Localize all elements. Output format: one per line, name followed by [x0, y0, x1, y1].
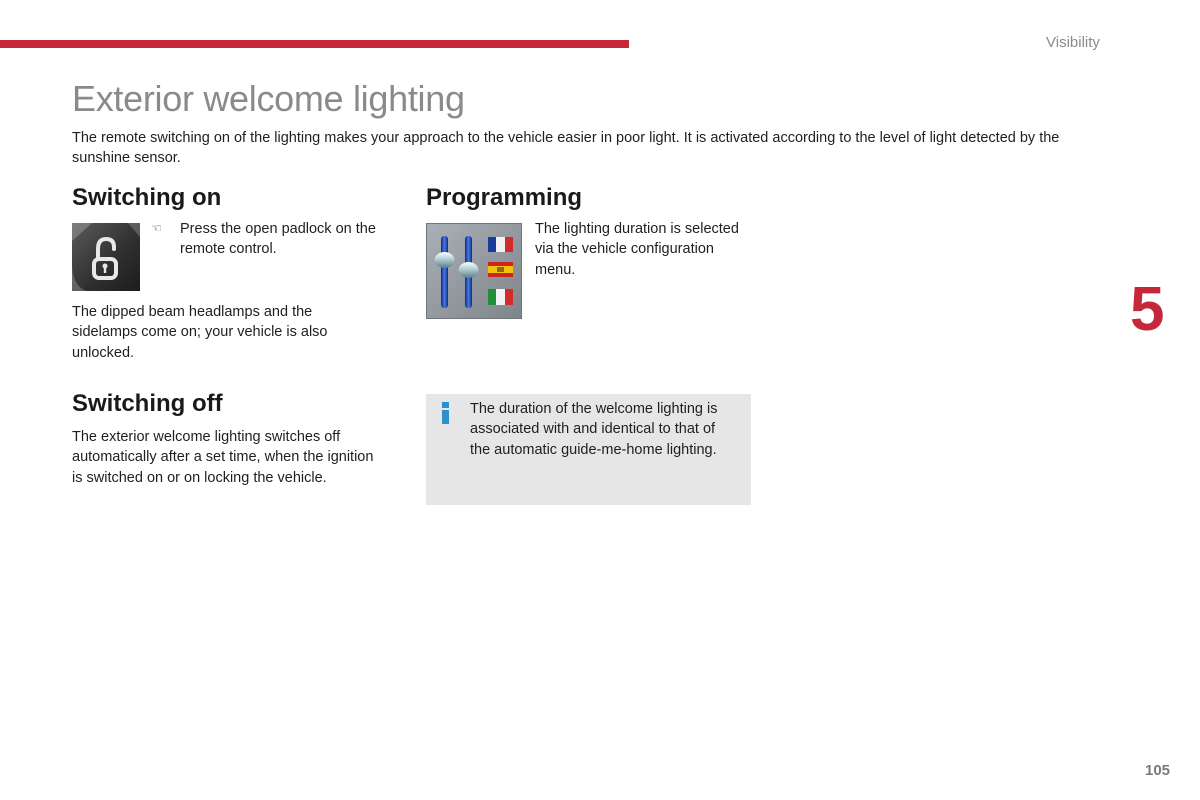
switching-on-step: Press the open padlock on the remote control. — [180, 221, 376, 258]
open-padlock-icon — [72, 223, 140, 291]
switching-off-body: The exterior welcome lighting switches off automatically after a set time, when the ignition is switched on or on locking the vehicle. — [72, 429, 374, 486]
hand-pointer-icon: ☜ — [151, 221, 162, 235]
section-label: Visibility — [1046, 34, 1100, 51]
configuration-menu-icon — [426, 223, 522, 319]
heading-switching-on: Switching on — [72, 184, 222, 211]
heading-switching-off: Switching off — [72, 390, 223, 417]
heading-programming: Programming — [426, 184, 583, 211]
intro-text: The remote switching on of the lighting makes your approach to the vehicle easier in poor light. It is activated according to the level of light detected by the sunshine sensor. — [72, 130, 1060, 166]
switching-on-body: The dipped beam headlamps and the sidelamps come on; your vehicle is also unlocked. — [72, 304, 328, 361]
programming-body: The lighting duration is selected via the vehicle configuration menu. — [535, 221, 739, 278]
header-accent-bar — [0, 40, 629, 48]
page-title: Exterior welcome lighting — [72, 78, 465, 119]
info-icon — [440, 400, 452, 426]
chapter-number: 5 — [1130, 275, 1165, 344]
page-number: 105 — [1145, 762, 1171, 779]
info-note-text: The duration of the welcome lighting is associated with and identical to that of the automatic guide-me-home lighting. — [470, 401, 718, 458]
